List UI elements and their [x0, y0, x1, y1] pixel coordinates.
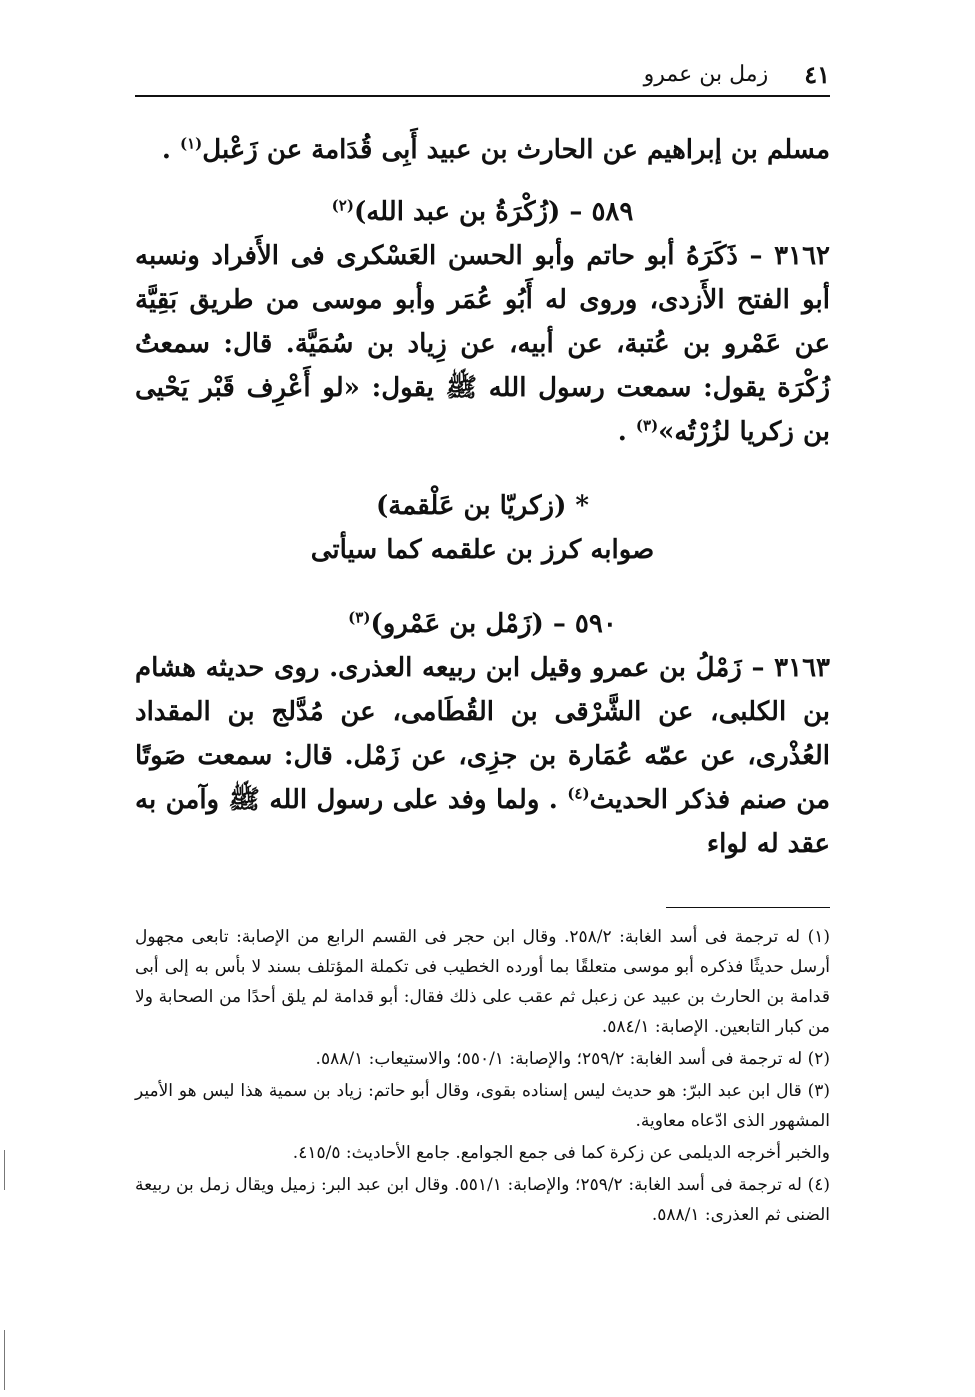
paragraph-text: مسلم بن إبراهيم عن الحارث بن عبيد أَبِى قُدَامة عن زَعْبل — [202, 135, 830, 165]
scan-edge-mark — [4, 1150, 5, 1190]
running-header — [135, 56, 830, 92]
entry-heading-590 — [135, 602, 830, 646]
header-rule — [135, 95, 830, 97]
footnote-ref: (٤) — [567, 784, 590, 803]
footnote-ref: (٣) — [348, 608, 371, 627]
footnote-ref: (٢) — [331, 196, 354, 215]
paragraph-continuation — [135, 128, 830, 172]
footnote-rule — [666, 907, 830, 908]
footnote-3: (٣) قال ابن عبد البرّ: هو حديث ليس إسناده بقوى، وقال أبو حاتم: زياد بن سمية هذا ليس هو الأمير المشهور الذى ادّعاه معاوية. — [135, 1081, 830, 1131]
paragraph-text: ٣١٦٣ – زَمْلُ بن عمرو وقيل ابن ربيعه العذرى. روى حديثه هشام بن الكلبى، عن الشَّرْقى بن القُطَامى، عن مُدَّلج بن المقداد العُذْرى، عن عمّه عُمَارة بن جزِى، عن زَمْل. قال: سمعت صَوتًا من صنم فذكر الحديث — [135, 653, 831, 815]
footnote-4: (٤) له ترجمة فى أسد الغابة: ٢٥٩/٢؛ والإصابة: ٥٥١/١. وقال ابن عبد البر: زميل ويقال زمل بن ربيعة الضنى ثم العذرى: ٥٨٨/١. — [135, 1175, 830, 1225]
paragraph-end: . — [617, 417, 636, 447]
footnotes — [135, 922, 830, 1232]
paragraph-3162 — [135, 234, 830, 454]
footnote-3-continuation: والخبر أخرجه الديلمى عن زكرة كما فى جمع الجوامع. جامع الأحاديث: ٤١٥/٥. — [292, 1143, 830, 1163]
paragraph-3163 — [135, 646, 830, 866]
footnote-2: (٢) له ترجمة فى أسد الغابة: ٢٥٩/٢؛ والإصابة: ٥٥٠/١؛ والاستيعاب: ٥٨٨/١. — [315, 1049, 830, 1069]
entry-heading-text: ٥٨٩ – (زُكْرَةُ بن عبد الله) — [353, 197, 634, 227]
paragraph-text: ٣١٦٢ – ذَكَرَهُ أبو حاتم وأبو الحسن العَسْكرى فى الأَفراد ونسبه أبو الفتح الأَزدى، وروى له أَبُو عُمَر وأبو موسى من طريق بَقِيَّة عن عَمْرو بن عُتبة، عن أبيه، عن زِياد بن سُمَيَّة. قال: سمعتُ زُكْرَة يقول: سمعت رسول الله ﷺ يقول: «لو أَعْرِف قَبْر يَحْيى بن زكريا لزُرْتُه» — [135, 241, 830, 447]
see-entry-heading: * (زكريّا بن عَلْقمة) — [375, 491, 590, 521]
entry-heading-589 — [135, 190, 830, 234]
paragraph-end: . — [161, 135, 180, 165]
main-text — [135, 128, 830, 866]
page-number: ٤١ — [804, 59, 830, 89]
footnote-ref: (١) — [179, 134, 203, 153]
footnote-1: (١) له ترجمة فى أسد الغابة: ٢٥٨/٢. وقال ابن حجر فى القسم الرابع من الإصابة: تابعى مجهول أرسل حديثًا فذكره أبو موسى متعلقًا بما أورده الخطيب فى تكملة المؤتلف بسند لا بأس به إلى أبى قدامة بن الحارث بن عبيد عن زعبل ثم عقب على ذلك فقال: أبو قدامة لم يلق أحدًا من الصحابة ولا من كبار التابعين. الإصابة: ٥٨٤/١. — [135, 927, 830, 1037]
entry-heading-text: ٥٩٠ – (زَمْل بن عَمْرو) — [370, 609, 617, 639]
see-entry-note: صوابه كرز بن علقمه كما سيأتى — [310, 535, 655, 565]
scan-edge-mark — [4, 1330, 5, 1390]
paragraph-text: . ولما وفد على رسول الله ﷺ وآمن به عقد له لواء — [135, 785, 830, 859]
running-title: زمل بن عمرو — [643, 61, 769, 87]
footnote-ref: (٣) — [635, 416, 659, 435]
